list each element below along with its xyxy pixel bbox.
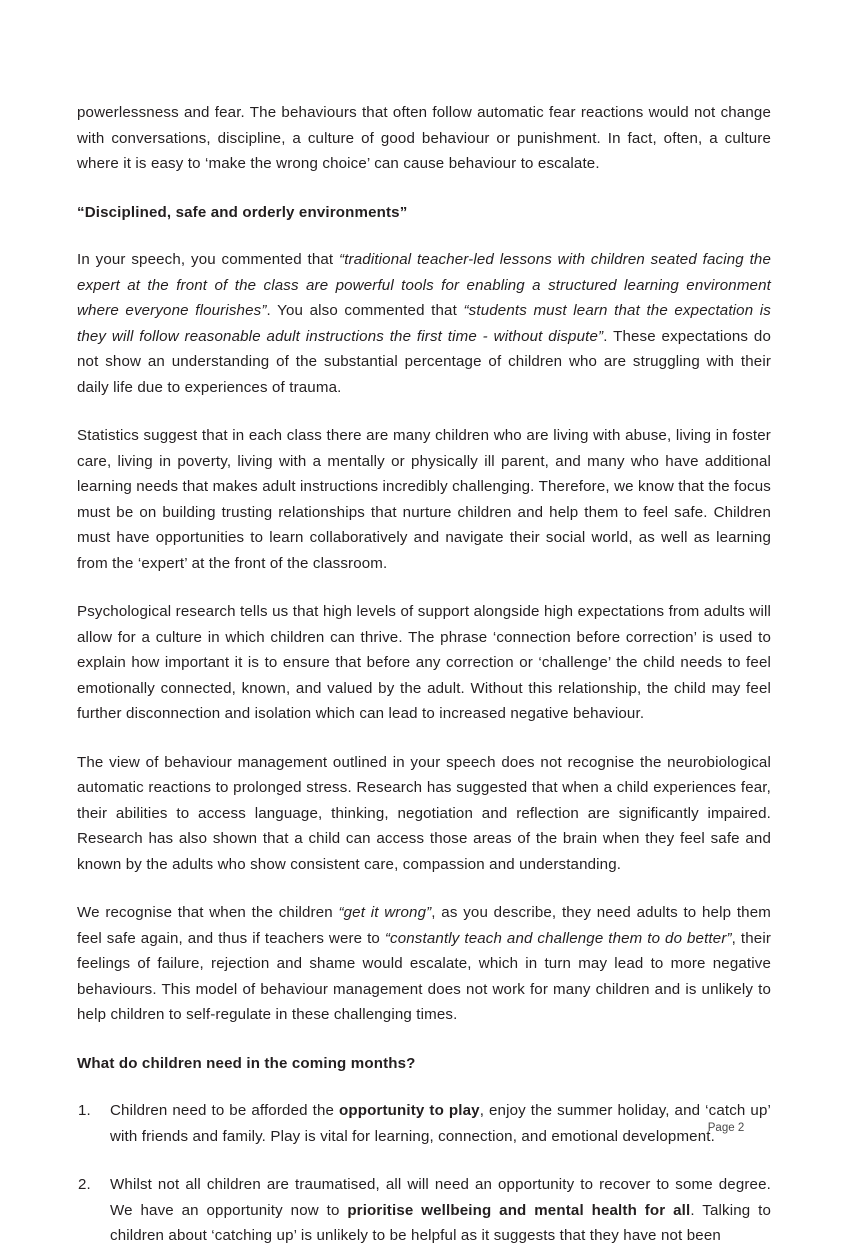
run-text: , as you describe, they need adults to help them feel safe again, and thus if teachers were to <box>77 904 771 947</box>
heading-text: “Disciplined, safe and orderly environments” <box>77 203 408 221</box>
paragraph-statistics-suggest <box>77 423 771 576</box>
paragraph-text: Statistics suggest that in each class there are many children who are living with abuse, living in foster care, living in poverty, living with a mentally or physically ill parent, and many who have additional learning needs that makes adult instructions incredibly challenging. Therefore, we know that the focus must be on building trusting relationships that nurture children and help them to feel safe. Children must have opportunities to learn collaboratively and navigate their social world, as well as learning from the ‘expert’ at the front of the classroom. <box>77 427 771 572</box>
run-text: . Talking to children about ‘catching up’ is unlikely to be helpful as it suggests that they have not been <box>110 1201 771 1244</box>
paragraph-text: Psychological research tells us that high levels of support alongside high expectations from adults will allow for a culture in which children can thrive. The phrase ‘connection before correction’ is used to explain how important it is to ensure that before any correction or ‘challenge’ the child needs to feel emotionally connected, known, and valued by the adult. Without this relationship, the child may feel further disconnection and isolation which can lead to increased negative behaviour. <box>77 603 771 722</box>
run-text: Children need to be afforded the <box>110 1102 339 1119</box>
paragraph-text: The view of behaviour management outlined in your speech does not recognise the neurobiological automatic reactions to prolonged stress. Research has suggested that when a child experiences fear, their abilities to access language, thinking, negotiation and reflection are significantly impaired. Research has also shown that a child can access those areas of the brain when they feel safe and known by the adults who show consistent care, compassion and understanding. <box>77 753 771 873</box>
paragraph-view-of-behaviour-management <box>77 750 771 878</box>
paragraph-we-recognise <box>77 900 771 1028</box>
paragraph-in-your-speech <box>77 247 771 400</box>
run-quote-constantly-teach: “constantly teach and challenge them to do better” <box>384 929 732 947</box>
run-text: Whilst not all children are traumatised, all will need an opportunity to recover to some degree. We have an opportunity now to <box>110 1176 771 1219</box>
paragraph-text: powerlessness and fear. The behaviours that often follow automatic fear reactions would not change with conversations, discipline, a culture of good behaviour or punishment. In fact, often, a culture where it is easy to ‘make the wrong choice’ can cause behaviour to escalate. <box>77 104 771 172</box>
run-text: , enjoy the summer holiday, and ‘catch up’ with friends and family. Play is vital for learning, connection, and emotional development. <box>110 1102 772 1145</box>
page-footer <box>0 1118 848 1136</box>
run-text: . You also commented that <box>266 302 464 319</box>
heading-text: What do children need in the coming months? <box>77 1054 416 1072</box>
run-quote-traditional-lessons: “traditional teacher-led lessons with children seated facing the expert at the front of the class are powerful tools for enabling a structured learning environment where everyone flourishes” <box>77 251 771 319</box>
run-text: . These expectations do not show an understanding of the substantial percentage of children who are struggling with their daily life due to experiences of trauma. <box>77 327 771 396</box>
list-item <box>77 1172 771 1249</box>
paragraph-psychological-research <box>77 599 771 727</box>
run-quote-get-it-wrong: “get it wrong” <box>338 904 432 921</box>
list-item-marker: 1. <box>78 1102 91 1119</box>
run-text: We recognise that when the children <box>77 904 339 921</box>
paragraph-powerlessness-and-fear <box>77 100 771 177</box>
list-item-marker: 2. <box>78 1176 91 1193</box>
heading-disciplined-safe-orderly <box>77 200 771 226</box>
run-bold-prioritise-wellbeing: prioritise wellbeing and mental health for all <box>347 1201 691 1219</box>
run-bold-opportunity-to-play: opportunity to play <box>338 1102 480 1119</box>
run-text: , their feelings of failure, rejection and shame would escalate, which in turn may lead to more negative behaviours. This model of behaviour management does not work for many children and is unlikely to help children to self-regulate in these challenging times. <box>77 929 772 1023</box>
heading-what-do-children-need <box>77 1051 771 1077</box>
run-text: In your speech, you commented that <box>77 251 340 268</box>
document-body <box>77 100 771 1249</box>
run-quote-students-must-learn: “students must learn that the expectation is they will follow reasonable adult instructions the first time - without dispute” <box>77 302 772 345</box>
page-number-label: Page 2 <box>707 1122 745 1134</box>
